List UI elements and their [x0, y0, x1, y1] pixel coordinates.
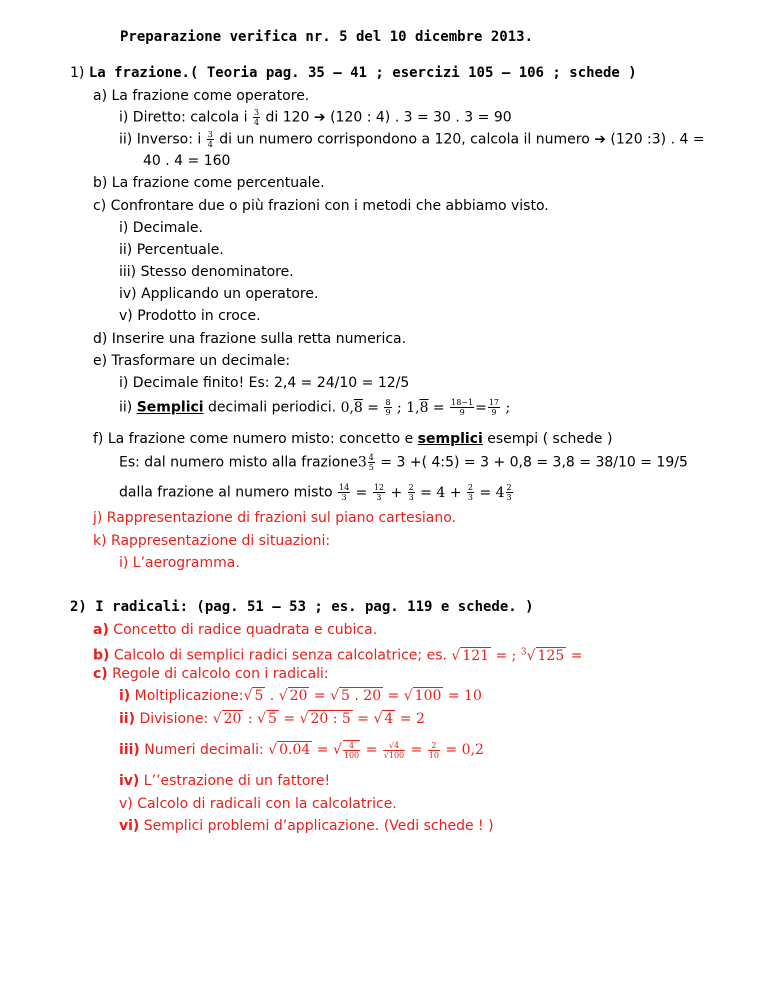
item-2a-text: Concetto di radice quadrata e cubica. — [108, 622, 378, 638]
item-2a — [93, 621, 377, 639]
item-1f-mixed — [119, 483, 514, 502]
item-1a-i — [119, 108, 512, 127]
item-1a-ii-continued: 40 . 4 = 160 — [143, 153, 231, 169]
item-1e-ii — [119, 398, 510, 417]
item-2c-ii — [119, 710, 425, 728]
page-title: Preparazione verifica nr. 5 del 10 dicembre 2013. — [120, 29, 534, 45]
section-1-title: La frazione.( Teoria pag. 35 – 41 ; esercizi 105 – 106 ; schede ) — [88, 65, 637, 81]
fraction-3-4: $\frac{3}{4}$ — [253, 108, 260, 127]
fraction-4-5: $\frac{4}{5}$ — [368, 453, 374, 472]
item-1e-ii-label: ii) — [119, 399, 137, 416]
item-1e-ii-text: decimali periodici. — [203, 399, 341, 416]
item-2c-ii-label: ii) — [119, 711, 135, 727]
item-1f-mixed-text: dalla frazione al numero misto — [119, 484, 337, 501]
item-1c-ii: ii) Percentuale. — [119, 242, 224, 258]
item-1a-i-text: i) Diretto: calcola i — [119, 109, 248, 126]
item-2c-ii-text: Divisione: — [135, 711, 213, 727]
item-1k-i: i) L’aerogramma. — [119, 555, 240, 571]
item-2c-iii-text: Numeri decimali: — [139, 742, 269, 758]
item-2c-text: Regole di calcolo con i radicali: — [107, 666, 329, 682]
item-1a: a) La frazione come operatore. — [93, 88, 310, 104]
item-2c-v: v) Calcolo di radicali con la calcolatrice. — [119, 796, 397, 812]
item-2c — [93, 665, 329, 683]
arrow-right-icon: ➔ — [594, 131, 606, 148]
item-1f-example-text: Es: dal numero misto alla frazione — [119, 454, 358, 471]
item-1c-i: i) Decimale. — [119, 220, 203, 236]
item-1e-i: i) Decimale finito! Es: 2,4 = 24/10 = 12/5 — [119, 375, 410, 391]
item-1a-ii — [119, 130, 705, 149]
item-1f-example-result: = 3 +( 4:5) = 3 + 0,8 = 3,8 = 38/10 = 19/5 — [375, 454, 688, 471]
semplici-emphasis: semplici — [417, 431, 483, 447]
item-2c-i-text: Moltiplicazione: — [130, 688, 244, 704]
item-2b-label: b) — [93, 647, 110, 664]
item-1j: j) Rappresentazione di frazioni sul piano cartesiano. — [93, 510, 457, 526]
item-2c-vi-label: vi) — [119, 818, 140, 834]
item-1a-ii-result: (120 :3) . 4 = — [610, 131, 705, 148]
item-2c-iii-label: iii) — [119, 742, 140, 758]
item-1c-iv: iv) Applicando un operatore. — [119, 286, 319, 302]
item-2b-text: Calcolo di semplici radici senza calcolatrice; es. — [109, 647, 452, 664]
item-2c-vi — [119, 817, 494, 835]
section-1-heading — [70, 64, 637, 82]
item-2c-iii — [119, 740, 484, 760]
root-formula: √ 121 = ; $^3$√ 125 = — [451, 647, 583, 664]
item-1e: e) Trasformare un decimale: — [93, 353, 291, 369]
item-1c-v: v) Prodotto in croce. — [119, 308, 261, 324]
decimal-root-formula: √ 0.04 = √ $\frac{4}{100}$ = $\frac{√4}{√100}$ = $\frac{2}{10}$ = 0,2 — [268, 740, 484, 760]
item-2c-vi-text: Semplici problemi d’applicazione. (Vedi schede ! ) — [139, 818, 494, 834]
item-2c-i-label: i) — [119, 688, 131, 704]
mixed-formula: $\frac{14}{3}$ = $\frac{12}{3}$ + $\frac{2}{3}$ = 4 + $\frac{2}{3}$ = 4 $\frac{2}{3}$ — [338, 483, 512, 502]
section-2-heading: 2) I radicali: (pag. 51 – 53 ; es. pag. 119 e schede. ) — [70, 599, 534, 615]
item-1b: b) La frazione come percentuale. — [93, 175, 325, 191]
multiplication-formula: √ 5 . √ 20 = √ 5 . 20 = √ 100 = 10 — [243, 688, 482, 704]
item-1a-i-text-2: di 120 — [265, 109, 310, 126]
arrow-right-icon: ➔ — [313, 109, 326, 126]
item-1f-example — [119, 453, 688, 472]
item-2c-label: c) — [93, 666, 108, 682]
periodic-formula: 0,8 = $\frac{8}{9}$ ; 1,8 = $\frac{18-1}{9}$ = $\frac{17}{9}$ ; — [340, 398, 511, 417]
item-2c-iv-text: L’’estrazione di un fattore! — [139, 773, 331, 789]
fraction-3-4: $\frac{3}{4}$ — [207, 130, 213, 149]
item-2b — [93, 643, 582, 665]
mixed-whole: 3 — [357, 454, 367, 471]
section-1-number: 1) — [70, 65, 85, 81]
item-2c-iv — [119, 772, 330, 790]
item-1c: c) Confrontare due o più frazioni con i metodi che abbiamo visto. — [93, 198, 549, 214]
item-2c-iv-label: iv) — [119, 773, 140, 789]
item-1k: k) Rappresentazione di situazioni: — [93, 533, 331, 549]
item-1a-i-result: (120 : 4) . 3 = 30 . 3 = 90 — [330, 109, 512, 126]
item-2a-label: a) — [93, 622, 109, 638]
item-1a-ii-text: ii) Inverso: i — [119, 131, 202, 148]
item-2c-i — [119, 687, 482, 705]
item-1f-text-2: esempi ( schede ) — [482, 431, 613, 447]
item-1d: d) Inserire una frazione sulla retta numerica. — [93, 331, 407, 347]
item-1f-text: f) La frazione come numero misto: concetto e — [93, 431, 418, 447]
division-formula: √ 20 : √ 5 = √ 20 : 5 = √ 4 = 2 — [212, 711, 425, 727]
semplici-emphasis: Semplici — [136, 399, 204, 416]
item-1f — [93, 430, 612, 448]
item-1c-iii: iii) Stesso denominatore. — [119, 264, 294, 280]
item-1a-ii-text-2: di un numero corrispondono a 120, calcola il numero — [219, 131, 590, 148]
